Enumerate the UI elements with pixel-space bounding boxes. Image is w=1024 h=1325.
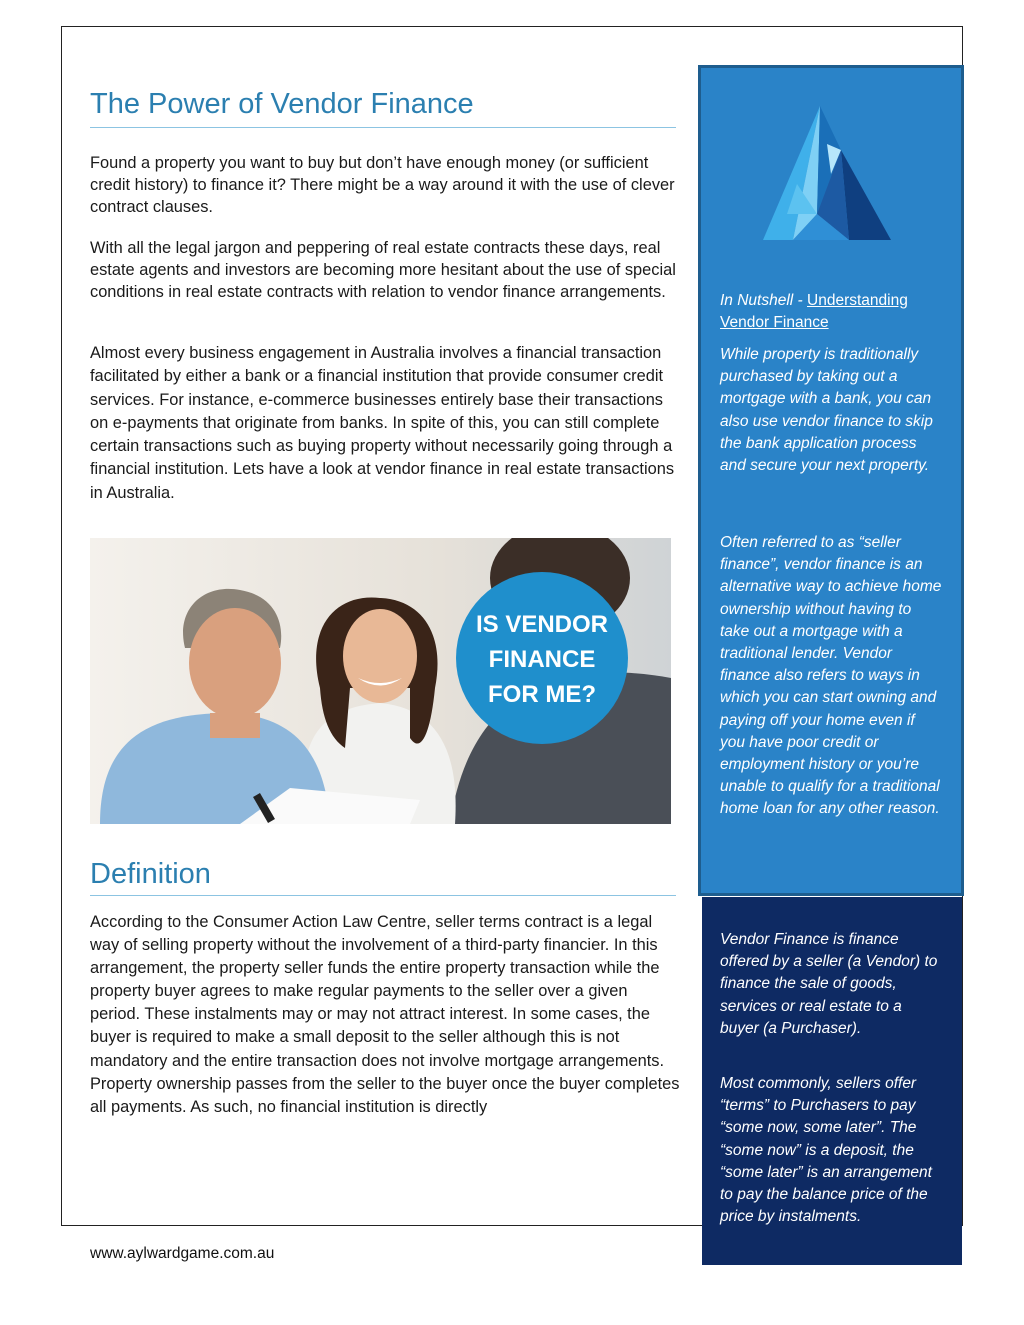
sidebar-paragraph-1: While property is traditionally purchased by taking out a mortgage with a bank, you can also use vendor finance to skip the bank application process and secure your next property. (720, 346, 933, 475)
vendor-finance-photo (90, 538, 671, 824)
intro-paragraph-1: Found a property you want to buy but don’t have enough money (or sufficient credit history) to finance it? There might be a way around it with the use of clever contract clauses. (90, 154, 675, 216)
understanding-vendor-finance-link[interactable]: Understanding Vendor Finance (720, 292, 908, 331)
sidebar-bottom-paragraph-2: Most commonly, sellers offer “terms” to Purchasers to pay “some now, some later”. The “some now” is a deposit, the “some later” is an arrangement to pay the balance price of the price by instalments. (720, 1075, 932, 1226)
sidebar-paragraph-2: Often referred to as “seller finance”, vendor finance is an alternative way to achieve home ownership without having to take out a mortgage with a traditional lender. Vendor finance also refers to ways in which you can start owning and paying off your home even if you have poor credit or employment history or you’re unable to qualify for a traditional home loan for any other reason. (720, 534, 942, 818)
sidebar-heading (720, 290, 942, 334)
page-title: The Power of Vendor Finance (90, 88, 474, 120)
definition-paragraph: According to the Consumer Action Law Centre, seller terms contract is a legal way of selling property without the involvement of a third-party financier. In this arrangement, the property seller funds the entire property transaction while the property buyer agrees to make regular payments to the seller over a given period. These instalments may or may not attract interest. In some cases, the buyer is required to make a small deposit to the seller although this is not mandatory and the entire transaction does not involve mortgage arrangements. Property ownership passes from the seller to the buyer once the buyer completes all payments. As such, no financial institution is directly (90, 913, 680, 1116)
photo-badge-line-2: FINANCE (488, 646, 596, 673)
intro-paragraph-2: With all the legal jargon and peppering of real estate contracts these days, real estate agents and investors are becoming more hesitant about the use of special conditions in real estate contracts with relation to vendor finance arrangements. (90, 239, 676, 301)
sidebar-heading-prefix: In Nutshell - (720, 292, 808, 309)
title-rule (90, 127, 676, 128)
sidebar-bottom-paragraph-1: Vendor Finance is finance offered by a seller (a Vendor) to finance the sale of goods, services or real estate to a buyer (a Purchaser). (720, 931, 938, 1037)
photo-illustration (90, 538, 671, 824)
photo-badge-line-1: IS VENDOR (475, 611, 609, 638)
aylward-logo-icon (757, 104, 893, 242)
photo-badge-line-3: FOR ME? (488, 681, 596, 708)
intro-paragraph-3: Almost every business engagement in Australia involves a financial transaction facilitated by either a bank or a financial institution that provide consumer credit services. For instance, e-commerce businesses entirely base their transactions on e-payments that originate from banks. In spite of this, you can still complete certain transactions such as buying property without necessarily going through a financial institution. Lets have a look at vendor finance in real estate transactions in Australia. (90, 344, 675, 502)
footer-website[interactable]: www.aylwardgame.com.au (90, 1245, 275, 1262)
definition-rule (90, 895, 676, 896)
definition-heading: Definition (90, 858, 211, 890)
